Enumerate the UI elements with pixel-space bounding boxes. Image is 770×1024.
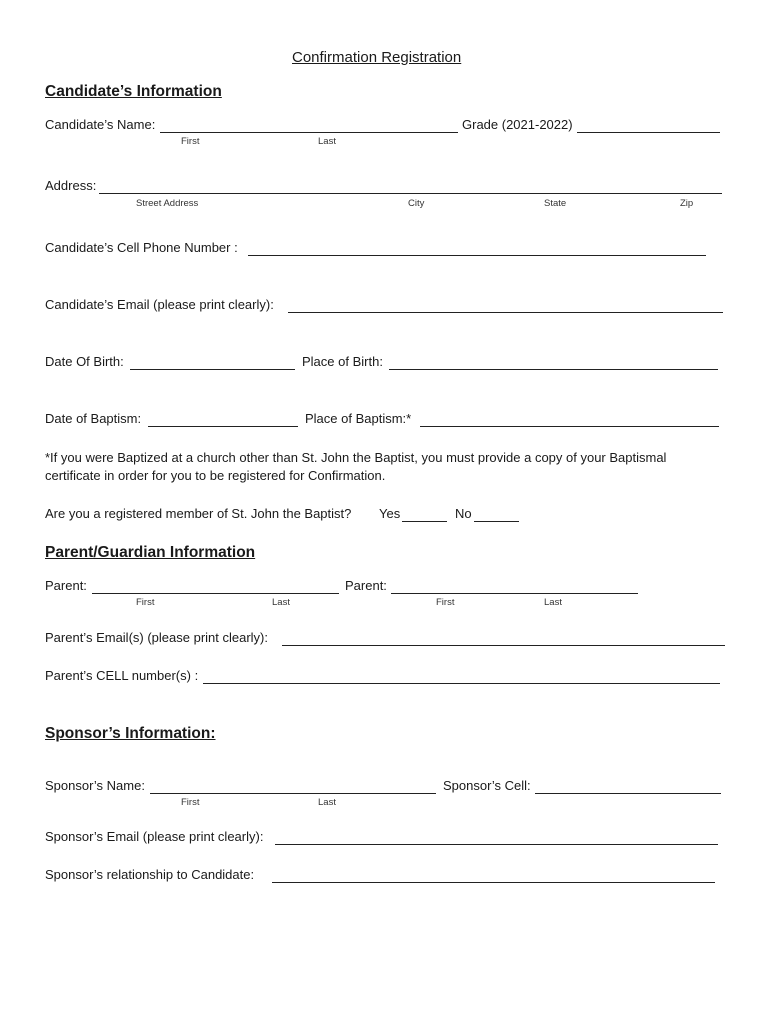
parent-section-heading: Parent/Guardian Information bbox=[45, 544, 256, 561]
sponsor-name-label: Sponsor’s Name: bbox=[45, 778, 145, 793]
baptism-date-field[interactable] bbox=[148, 426, 298, 427]
sponsor-email-label: Sponsor’s Email (please print clearly): bbox=[45, 829, 264, 844]
address-field[interactable] bbox=[99, 193, 722, 194]
member-no-label: No bbox=[455, 506, 472, 521]
parent2-label: Parent: bbox=[345, 578, 387, 593]
pob-field[interactable] bbox=[389, 369, 718, 370]
sponsor-section-heading: Sponsor’s Information: bbox=[45, 725, 216, 742]
grade-field[interactable] bbox=[577, 132, 720, 133]
candidate-section-heading: Candidate’s Information bbox=[45, 83, 222, 100]
dob-field[interactable] bbox=[130, 369, 295, 370]
parent2-field[interactable] bbox=[391, 593, 638, 594]
sponsor-name-first-caption: First bbox=[181, 797, 200, 808]
address-city-caption: City bbox=[408, 198, 425, 209]
baptism-note-line1: *If you were Baptized at a church other than St. John the Baptist, you must provide a copy of your Baptismal bbox=[45, 450, 667, 465]
candidate-name-field[interactable] bbox=[160, 132, 458, 133]
sponsor-email-field[interactable] bbox=[275, 844, 718, 845]
parent1-first-caption: First bbox=[136, 597, 155, 608]
candidate-name-label: Candidate’s Name: bbox=[45, 117, 156, 132]
baptism-place-field[interactable] bbox=[420, 426, 719, 427]
baptism-date-label: Date of Baptism: bbox=[45, 411, 142, 426]
page-title: Confirmation Registration bbox=[292, 49, 462, 66]
parent-cell-field[interactable] bbox=[203, 683, 720, 684]
sponsor-name-field[interactable] bbox=[150, 793, 436, 794]
sponsor-cell-field[interactable] bbox=[535, 793, 721, 794]
baptism-place-label: Place of Baptism:* bbox=[305, 411, 412, 426]
sponsor-relationship-label: Sponsor’s relationship to Candidate: bbox=[45, 867, 255, 882]
member-no-field[interactable] bbox=[474, 521, 519, 522]
dob-label: Date Of Birth: bbox=[45, 354, 124, 369]
sponsor-relationship-field[interactable] bbox=[272, 882, 715, 883]
parent1-label: Parent: bbox=[45, 578, 87, 593]
address-state-caption: State bbox=[544, 198, 567, 209]
address-street-caption: Street Address bbox=[136, 198, 199, 209]
baptism-note-line2: certificate in order for you to be registered for Confirmation. bbox=[45, 468, 386, 483]
sponsor-cell-label: Sponsor’s Cell: bbox=[443, 778, 531, 793]
address-label: Address: bbox=[45, 178, 97, 193]
pob-label: Place of Birth: bbox=[302, 354, 383, 369]
parent1-field[interactable] bbox=[92, 593, 339, 594]
candidate-name-first-caption: First bbox=[181, 136, 200, 147]
parent-cell-label: Parent’s CELL number(s) : bbox=[45, 668, 199, 683]
candidate-email-label: Candidate’s Email (please print clearly): bbox=[45, 297, 274, 312]
member-question: Are you a registered member of St. John the Baptist? bbox=[45, 506, 352, 521]
parent2-last-caption: Last bbox=[544, 597, 562, 608]
parent-email-field[interactable] bbox=[282, 645, 725, 646]
parent1-last-caption: Last bbox=[272, 597, 290, 608]
parent2-first-caption: First bbox=[436, 597, 455, 608]
grade-label: Grade (2021-2022) bbox=[462, 117, 573, 132]
candidate-cell-label: Candidate’s Cell Phone Number : bbox=[45, 240, 238, 255]
candidate-name-last-caption: Last bbox=[318, 136, 336, 147]
candidate-email-field[interactable] bbox=[288, 312, 723, 313]
member-yes-label: Yes bbox=[379, 506, 401, 521]
sponsor-name-last-caption: Last bbox=[318, 797, 336, 808]
member-yes-field[interactable] bbox=[402, 521, 447, 522]
address-zip-caption: Zip bbox=[680, 198, 694, 209]
parent-email-label: Parent’s Email(s) (please print clearly): bbox=[45, 630, 268, 645]
candidate-cell-field[interactable] bbox=[248, 255, 706, 256]
